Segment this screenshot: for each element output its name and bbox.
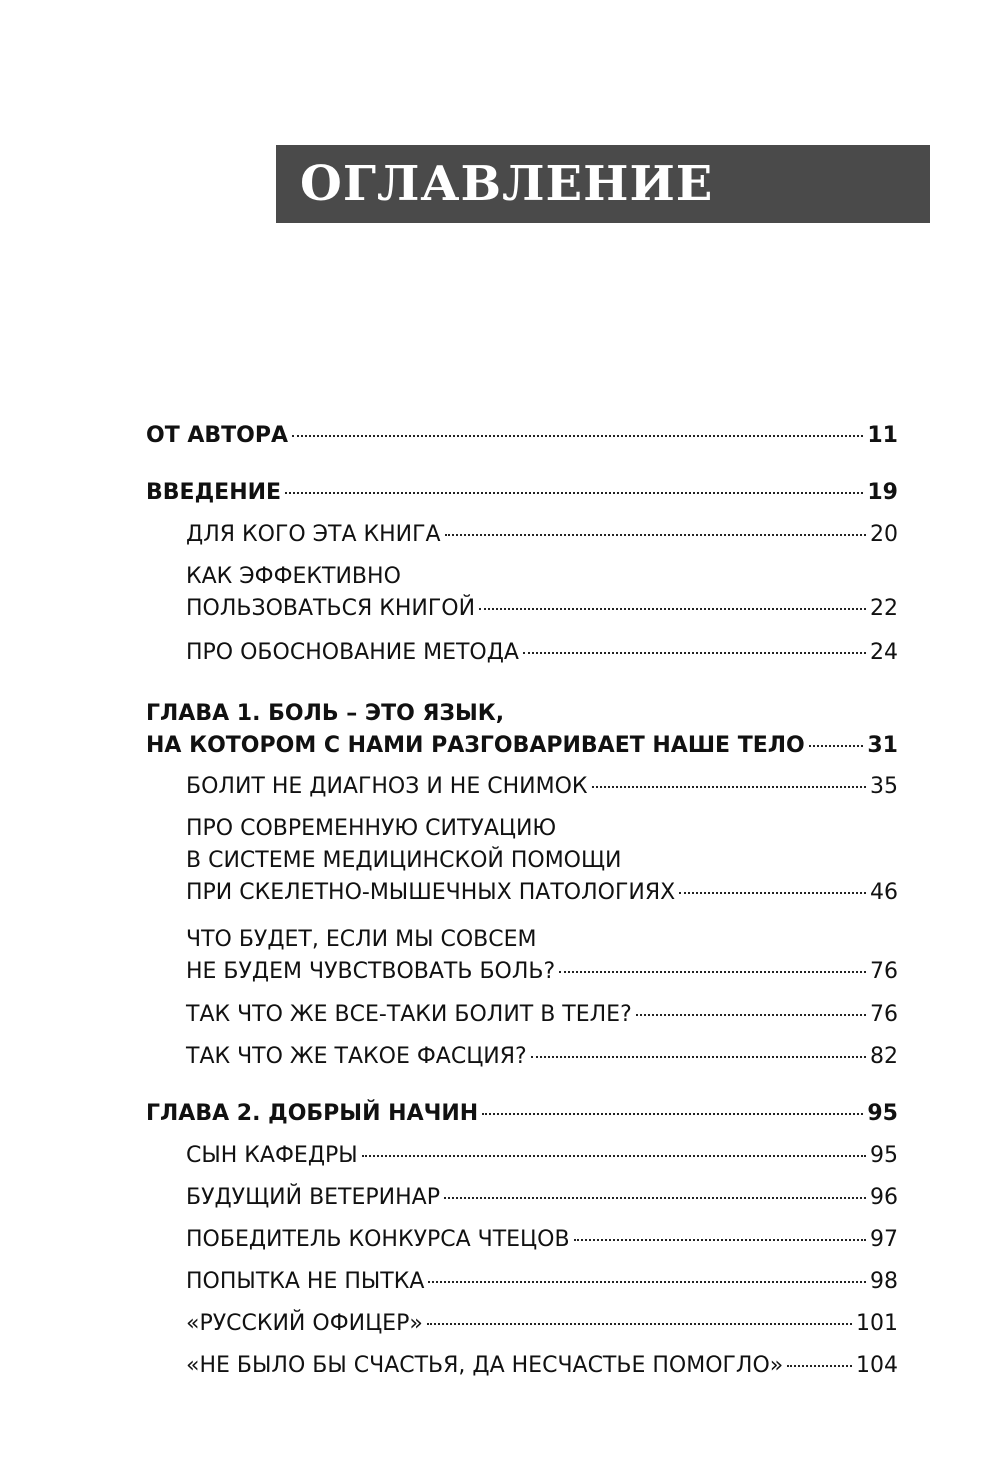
dot-leader bbox=[428, 1281, 866, 1283]
toc-entry-title-line: ПРО ОБОСНОВАНИЕ МЕТОДА bbox=[186, 640, 519, 665]
toc-entry-title-line: ГЛАВА 1. БОЛЬ – ЭТО ЯЗЫК, bbox=[146, 701, 505, 726]
toc-entry-title-line: ПОПЫТКА НЕ ПЫТКА bbox=[186, 1269, 425, 1294]
toc-section-entry[interactable] bbox=[186, 1266, 898, 1298]
toc-entry-title-line: В СИСТЕМЕ МЕДИЦИНСКОЙ ПОМОЩИ bbox=[186, 848, 622, 873]
toc-page-number: 20 bbox=[870, 522, 898, 547]
toc-section-entry[interactable] bbox=[186, 813, 898, 909]
toc-page-number: 82 bbox=[870, 1044, 898, 1069]
dot-leader bbox=[285, 492, 863, 494]
toc-page-number: 46 bbox=[870, 880, 898, 905]
dot-leader bbox=[445, 534, 866, 536]
toc-section-entry[interactable] bbox=[186, 1350, 898, 1382]
toc-section-entry[interactable] bbox=[186, 771, 898, 803]
toc-section-entry[interactable] bbox=[186, 637, 898, 669]
dot-leader bbox=[482, 1113, 863, 1115]
toc-entry-title-line: ПРИ СКЕЛЕТНО-МЫШЕЧНЫХ ПАТОЛОГИЯХ bbox=[186, 880, 676, 905]
toc-page-number: 76 bbox=[870, 1002, 898, 1027]
toc-entry-title-line: НЕ БУДЕМ ЧУВСТВОВАТЬ БОЛЬ? bbox=[186, 959, 556, 984]
dot-leader bbox=[636, 1014, 866, 1016]
toc-page-number: 101 bbox=[856, 1311, 898, 1336]
toc-entry-title-line: ТАК ЧТО ЖЕ ВСЕ-ТАКИ БОЛИТ В ТЕЛЕ? bbox=[186, 1002, 632, 1027]
dot-leader bbox=[809, 745, 864, 747]
toc-section-entry[interactable] bbox=[186, 1224, 898, 1256]
dot-leader bbox=[679, 892, 866, 894]
toc-entry-title-line: ПРО СОВРЕМЕННУЮ СИТУАЦИЮ bbox=[186, 816, 557, 841]
toc-page-number: 76 bbox=[870, 959, 898, 984]
toc-entry-title-line: ЧТО БУДЕТ, ЕСЛИ МЫ СОВСЕМ bbox=[186, 927, 537, 952]
toc-entry-title-line: БОЛИТ НЕ ДИАГНОЗ И НЕ СНИМОК bbox=[186, 774, 588, 799]
toc-page-number: 96 bbox=[870, 1185, 898, 1210]
toc-chapter-entry[interactable] bbox=[146, 420, 898, 452]
toc-section-entry[interactable] bbox=[186, 1140, 898, 1172]
toc-entry-title-line: ТАК ЧТО ЖЕ ТАКОЕ ФАСЦИЯ? bbox=[186, 1044, 527, 1069]
dot-leader bbox=[479, 608, 866, 610]
toc-entry-title-line: НА КОТОРОМ С НАМИ РАЗГОВАРИВАЕТ НАШЕ ТЕЛО bbox=[146, 733, 805, 758]
toc-section-entry[interactable] bbox=[186, 519, 898, 551]
dot-leader bbox=[427, 1323, 852, 1325]
toc-entry-title-line: ДЛЯ КОГО ЭТА КНИГА bbox=[186, 522, 441, 547]
toc-chapter-entry[interactable] bbox=[146, 477, 898, 509]
toc-page-number: 22 bbox=[870, 596, 898, 621]
toc-chapter-entry[interactable] bbox=[146, 698, 898, 762]
dot-leader bbox=[523, 652, 866, 654]
toc-entry-title-line: БУДУЩИЙ ВЕТЕРИНАР bbox=[186, 1185, 440, 1210]
toc-page-number: 24 bbox=[870, 640, 898, 665]
toc-entry-title-line: «НЕ БЫЛО БЫ СЧАСТЬЯ, ДА НЕСЧАСТЬЕ ПОМОГЛО» bbox=[186, 1353, 784, 1378]
toc-page-number: 11 bbox=[867, 423, 898, 448]
dot-leader bbox=[574, 1239, 866, 1241]
dot-leader bbox=[362, 1155, 866, 1157]
toc-entry-title-line: СЫН КАФЕДРЫ bbox=[186, 1143, 358, 1168]
toc-section-entry[interactable] bbox=[186, 924, 898, 988]
toc-entry-title-line: ГЛАВА 2. ДОБРЫЙ НАЧИН bbox=[146, 1101, 479, 1126]
toc-entry-title-line: КАК ЭФФЕКТИВНО bbox=[186, 564, 401, 589]
toc-page-number: 95 bbox=[867, 1101, 898, 1126]
toc-page-number: 95 bbox=[870, 1143, 898, 1168]
toc-section-entry[interactable] bbox=[186, 1182, 898, 1214]
toc-page-number: 98 bbox=[870, 1269, 898, 1294]
toc-entry-title-line: ВВЕДЕНИЕ bbox=[146, 480, 282, 505]
toc-section-entry[interactable] bbox=[186, 561, 898, 625]
toc-entry-title-line: ОТ АВТОРА bbox=[146, 423, 289, 448]
dot-leader bbox=[559, 971, 866, 973]
dot-leader bbox=[292, 435, 863, 437]
toc-page-number: 31 bbox=[867, 733, 898, 758]
toc-page-number: 104 bbox=[856, 1353, 898, 1378]
toc-entry-title-line: ПОЛЬЗОВАТЬСЯ КНИГОЙ bbox=[186, 596, 476, 621]
toc-page-number: 35 bbox=[870, 774, 898, 799]
toc-section-entry[interactable] bbox=[186, 999, 898, 1031]
toc-section-entry[interactable] bbox=[186, 1041, 898, 1073]
toc-section-entry[interactable] bbox=[186, 1308, 898, 1340]
toc-chapter-entry[interactable] bbox=[146, 1098, 898, 1130]
page-title: ОГЛАВЛЕНИЕ bbox=[300, 156, 714, 212]
dot-leader bbox=[444, 1197, 866, 1199]
toc-entry-title-line: ПОБЕДИТЕЛЬ КОНКУРСА ЧТЕЦОВ bbox=[186, 1227, 570, 1252]
toc-page-number: 97 bbox=[870, 1227, 898, 1252]
toc-page-number: 19 bbox=[867, 480, 898, 505]
dot-leader bbox=[787, 1365, 852, 1367]
dot-leader bbox=[592, 786, 866, 788]
dot-leader bbox=[531, 1056, 866, 1058]
toc-entry-title-line: «РУССКИЙ ОФИЦЕР» bbox=[186, 1311, 423, 1336]
